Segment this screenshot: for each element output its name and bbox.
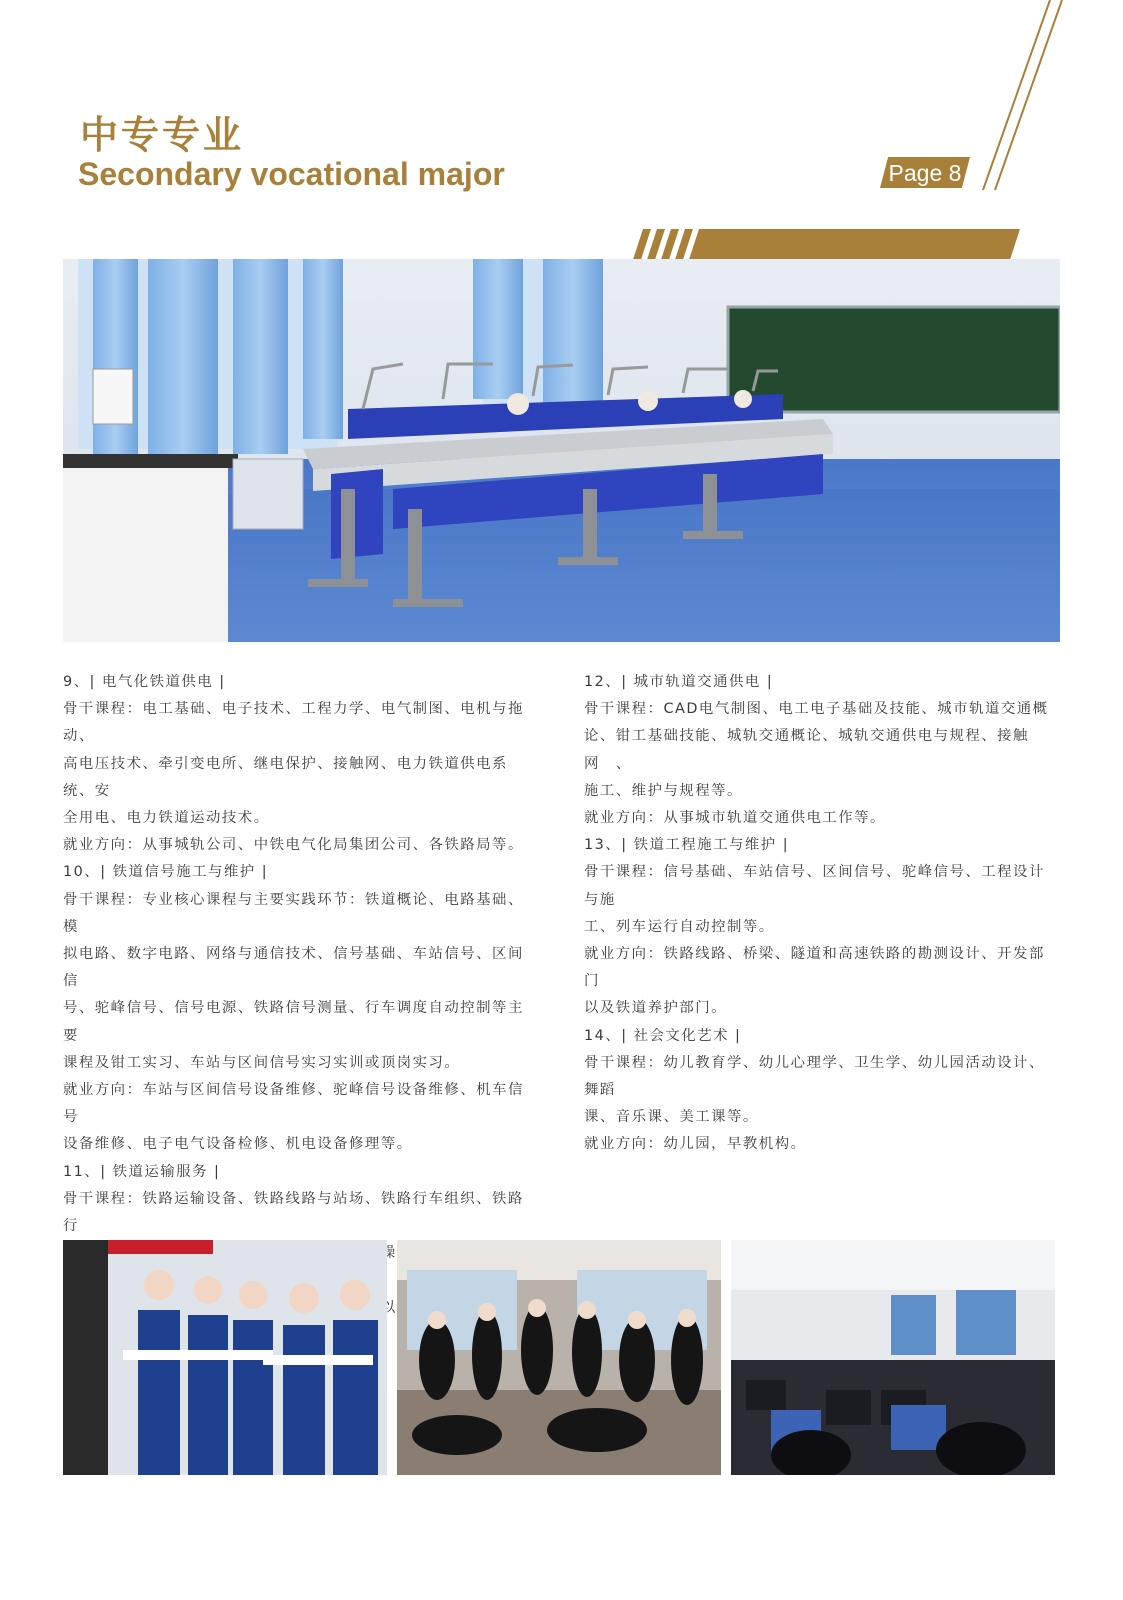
major-9-line: 就业方向：从事城轨公司、中铁电气化局集团公司、各铁路局等。	[63, 837, 524, 854]
major-10-line: 课程及钳工实习、车站与区间信号实习实训或顶岗实习。	[63, 1054, 461, 1071]
major-14-heading: 14、| 社会文化艺术 |	[584, 1027, 742, 1044]
major-9-line: 高电压技术、牵引变电所、继电保护、接触网、电力铁道供电系统、安	[63, 755, 508, 799]
majors-right-column	[584, 669, 1059, 1159]
major-12-line: 就业方向：从事城市轨道交通供电工作等。	[584, 810, 886, 827]
page-number: Page 8	[888, 160, 962, 186]
major-13-line: 就业方向：铁路线路、桥梁、隧道和高速铁路的勘测设计、开发部门	[584, 946, 1045, 990]
page-title: 中专专业	[80, 113, 245, 157]
dance-class-photo	[397, 1240, 721, 1475]
major-12-line: 骨干课程：CAD电气制图、电工电子基础及技能、城市轨道交通概	[584, 701, 1049, 718]
major-13-line: 工、列车运行自动控制等。	[584, 918, 775, 935]
major-12-line: 论、钳工基础技能、城轨交通概论、城轨交通供电与规程、接触网 、	[584, 728, 1029, 772]
decorative-stripe-banner	[0, 0, 1123, 280]
major-13-heading: 13、| 铁道工程施工与维护 |	[584, 837, 790, 854]
major-10-line: 骨干课程：专业核心课程与主要实践环节：铁道概论、电路基础、模	[63, 891, 524, 935]
computer-lab-photo	[731, 1240, 1055, 1475]
major-12-heading: 12、| 城市轨道交通供电 |	[584, 674, 774, 690]
major-9-line: 骨干课程：电工基础、电子技术、工程力学、电气制图、电机与拖动、	[63, 701, 524, 745]
major-10-line: 设备维修、电子电气设备检修、机电设备修理等。	[63, 1136, 413, 1153]
major-10-heading: 10、| 铁道信号施工与维护 |	[63, 864, 269, 881]
classroom-lab-photo	[63, 259, 1060, 642]
page-subtitle: Secondary vocational major	[78, 156, 505, 192]
major-10-line: 就业方向：车站与区间信号设备维修、驼峰信号设备维修、机车信号	[63, 1082, 524, 1126]
major-10-line: 号、驼峰信号、信号电源、铁路信号测量、行车调度自动控制等主要	[63, 1000, 524, 1044]
major-13-line: 骨干课程：信号基础、车站信号、区间信号、驼峰信号、工程设计与施	[584, 864, 1045, 908]
major-9-heading: 9、| 电气化铁道供电 |	[63, 674, 226, 690]
major-9-line: 全用电、电力铁道运动技术。	[63, 810, 270, 827]
major-10-line: 拟电路、数字电路、网络与通信技术、信号基础、车站信号、区间信	[63, 946, 524, 990]
major-14-line: 课、音乐课、美工课等。	[584, 1109, 759, 1126]
major-13-line: 以及铁道养护部门。	[584, 1000, 728, 1017]
major-14-line: 骨干课程：幼儿教育学、幼儿心理学、卫生学、幼儿园活动设计、舞蹈	[584, 1054, 1045, 1099]
major-14-line: 就业方向：幼儿园，早教机构。	[584, 1136, 807, 1153]
major-12-line: 施工、维护与规程等。	[584, 782, 743, 799]
railway-attendant-training-photo	[63, 1240, 387, 1475]
major-11-heading: 11、| 铁道运输服务 |	[63, 1163, 221, 1180]
major-11-line: 骨干课程：铁路运输设备、铁路线路与站场、铁路行车组织、铁路行	[63, 1190, 524, 1235]
